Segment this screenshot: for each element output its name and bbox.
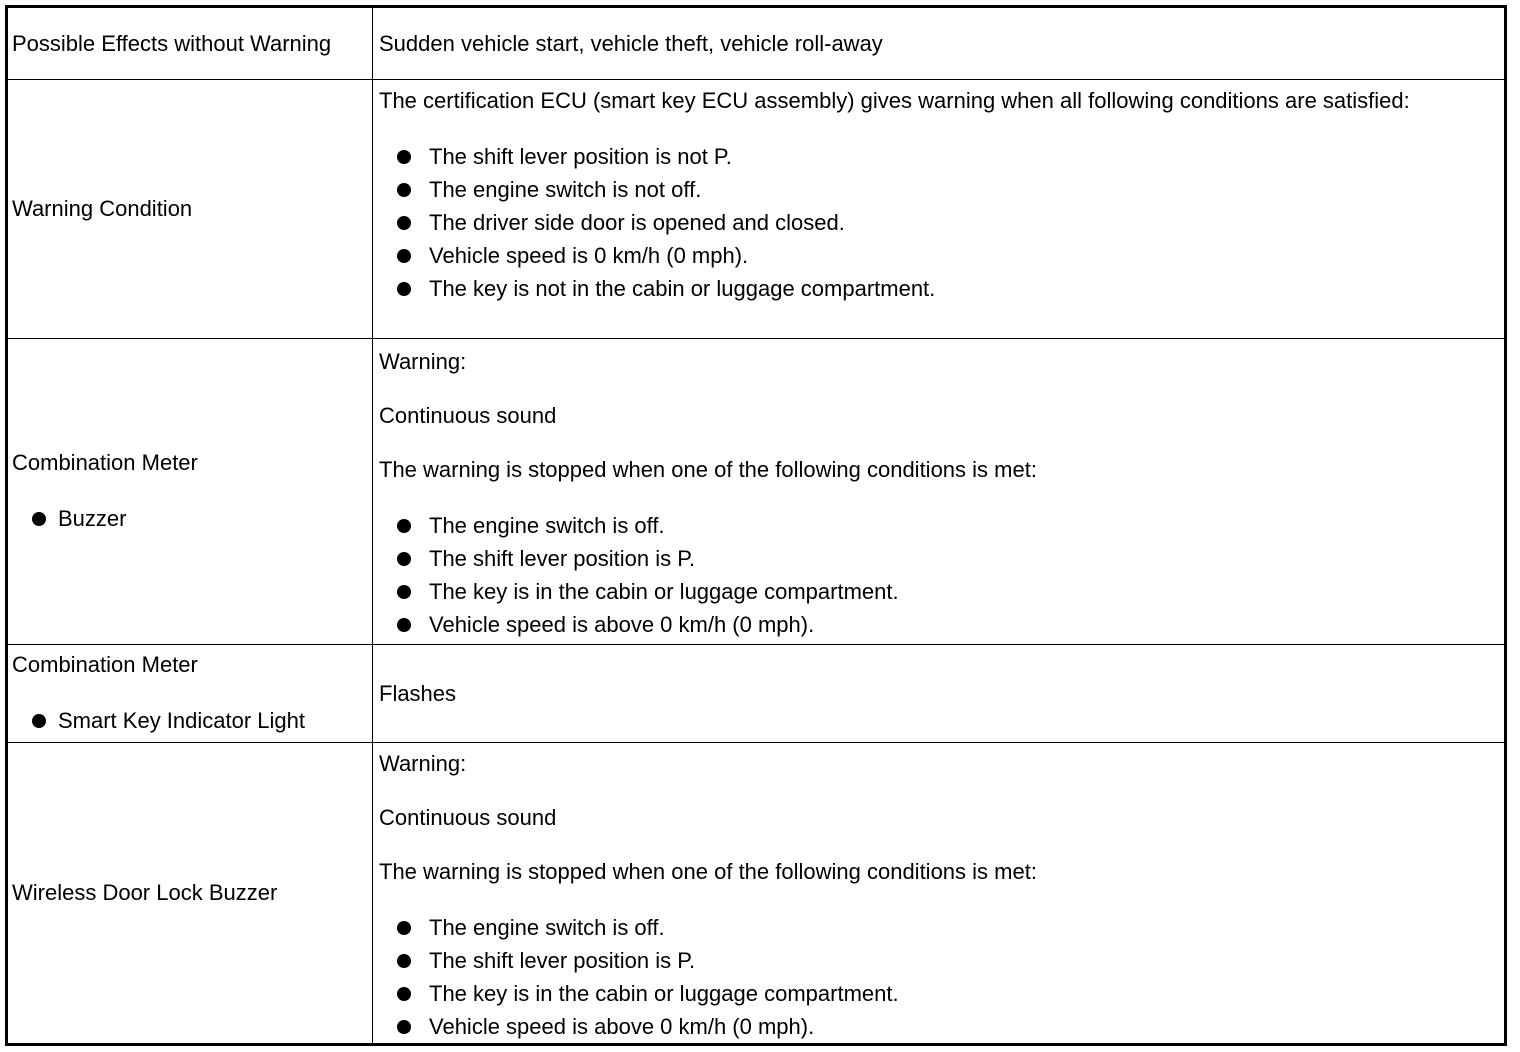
warning-table bbox=[5, 5, 1507, 1046]
bullet-icon bbox=[397, 282, 411, 296]
row-intro: The certification ECU (smart key ECU assembly) gives warning when all following conditions are satisfied: bbox=[379, 88, 1410, 113]
table-row bbox=[8, 80, 1504, 339]
table-row bbox=[8, 743, 1504, 1043]
stop-condition-intro: The warning is stopped when one of the following conditions is met: bbox=[379, 859, 1037, 884]
bullet-icon bbox=[397, 987, 411, 1001]
bullet-icon bbox=[397, 585, 411, 599]
list-item: The driver side door is opened and closed. bbox=[379, 206, 1464, 239]
warning-sound: Continuous sound bbox=[379, 403, 557, 428]
stop-condition-intro: The warning is stopped when one of the following conditions is met: bbox=[379, 457, 1037, 482]
bullet-icon bbox=[397, 954, 411, 968]
bullet-icon bbox=[397, 183, 411, 197]
list-item: The shift lever position is P. bbox=[379, 944, 1464, 977]
list-item: The key is in the cabin or luggage compartment. bbox=[379, 575, 1464, 608]
list-item: Vehicle speed is above 0 km/h (0 mph). bbox=[379, 1010, 1464, 1043]
table-row bbox=[8, 339, 1504, 645]
bullet-icon bbox=[397, 519, 411, 533]
row-label-cell bbox=[8, 8, 373, 79]
row-content-cell bbox=[373, 80, 1504, 338]
list-item: Vehicle speed is 0 km/h (0 mph). bbox=[379, 239, 1464, 272]
warning-heading: Warning: bbox=[379, 751, 467, 776]
table-row bbox=[8, 645, 1504, 743]
bullet-icon bbox=[397, 216, 411, 230]
row-label: Combination Meter bbox=[12, 450, 198, 475]
row-label-cell bbox=[8, 339, 373, 644]
row-content-cell bbox=[373, 8, 1504, 79]
label-sublist bbox=[12, 704, 372, 737]
row-label: Combination Meter bbox=[12, 652, 198, 677]
bullet-icon bbox=[397, 921, 411, 935]
bullet-icon bbox=[32, 512, 46, 526]
bullet-icon bbox=[397, 552, 411, 566]
list-item: The key is in the cabin or luggage compartment. bbox=[379, 977, 1464, 1010]
row-content-cell bbox=[373, 743, 1504, 1043]
row-label: Wireless Door Lock Buzzer bbox=[12, 880, 278, 905]
row-text: Sudden vehicle start, vehicle theft, vehicle roll-away bbox=[379, 30, 883, 56]
bullet-icon bbox=[32, 714, 46, 728]
row-label-cell bbox=[8, 80, 373, 338]
table-row bbox=[8, 8, 1504, 80]
row-label: Possible Effects without Warning bbox=[12, 31, 332, 56]
row-label-cell bbox=[8, 645, 373, 742]
list-item: The shift lever position is P. bbox=[379, 542, 1464, 575]
warning-sound: Continuous sound bbox=[379, 805, 557, 830]
row-text: Flashes bbox=[379, 680, 457, 706]
list-item: The engine switch is off. bbox=[379, 509, 1464, 542]
row-content-cell bbox=[373, 645, 1504, 742]
list-item: The shift lever position is not P. bbox=[379, 140, 1464, 173]
condition-list bbox=[379, 509, 1464, 641]
list-item: The engine switch is not off. bbox=[379, 173, 1464, 206]
label-sublist bbox=[12, 502, 372, 535]
bullet-icon bbox=[397, 1020, 411, 1034]
condition-list bbox=[379, 140, 1464, 305]
bullet-icon bbox=[397, 618, 411, 632]
list-item: The key is not in the cabin or luggage compartment. bbox=[379, 272, 1464, 305]
bullet-icon bbox=[397, 150, 411, 164]
list-item: The engine switch is off. bbox=[379, 911, 1464, 944]
list-item: Buzzer bbox=[12, 502, 372, 535]
warning-heading: Warning: bbox=[379, 349, 467, 374]
row-label-cell bbox=[8, 743, 373, 1043]
condition-list bbox=[379, 911, 1464, 1043]
list-item: Smart Key Indicator Light bbox=[12, 704, 372, 737]
row-label: Warning Condition bbox=[12, 196, 193, 221]
list-item: Vehicle speed is above 0 km/h (0 mph). bbox=[379, 608, 1464, 641]
bullet-icon bbox=[397, 249, 411, 263]
row-content-cell bbox=[373, 339, 1504, 644]
